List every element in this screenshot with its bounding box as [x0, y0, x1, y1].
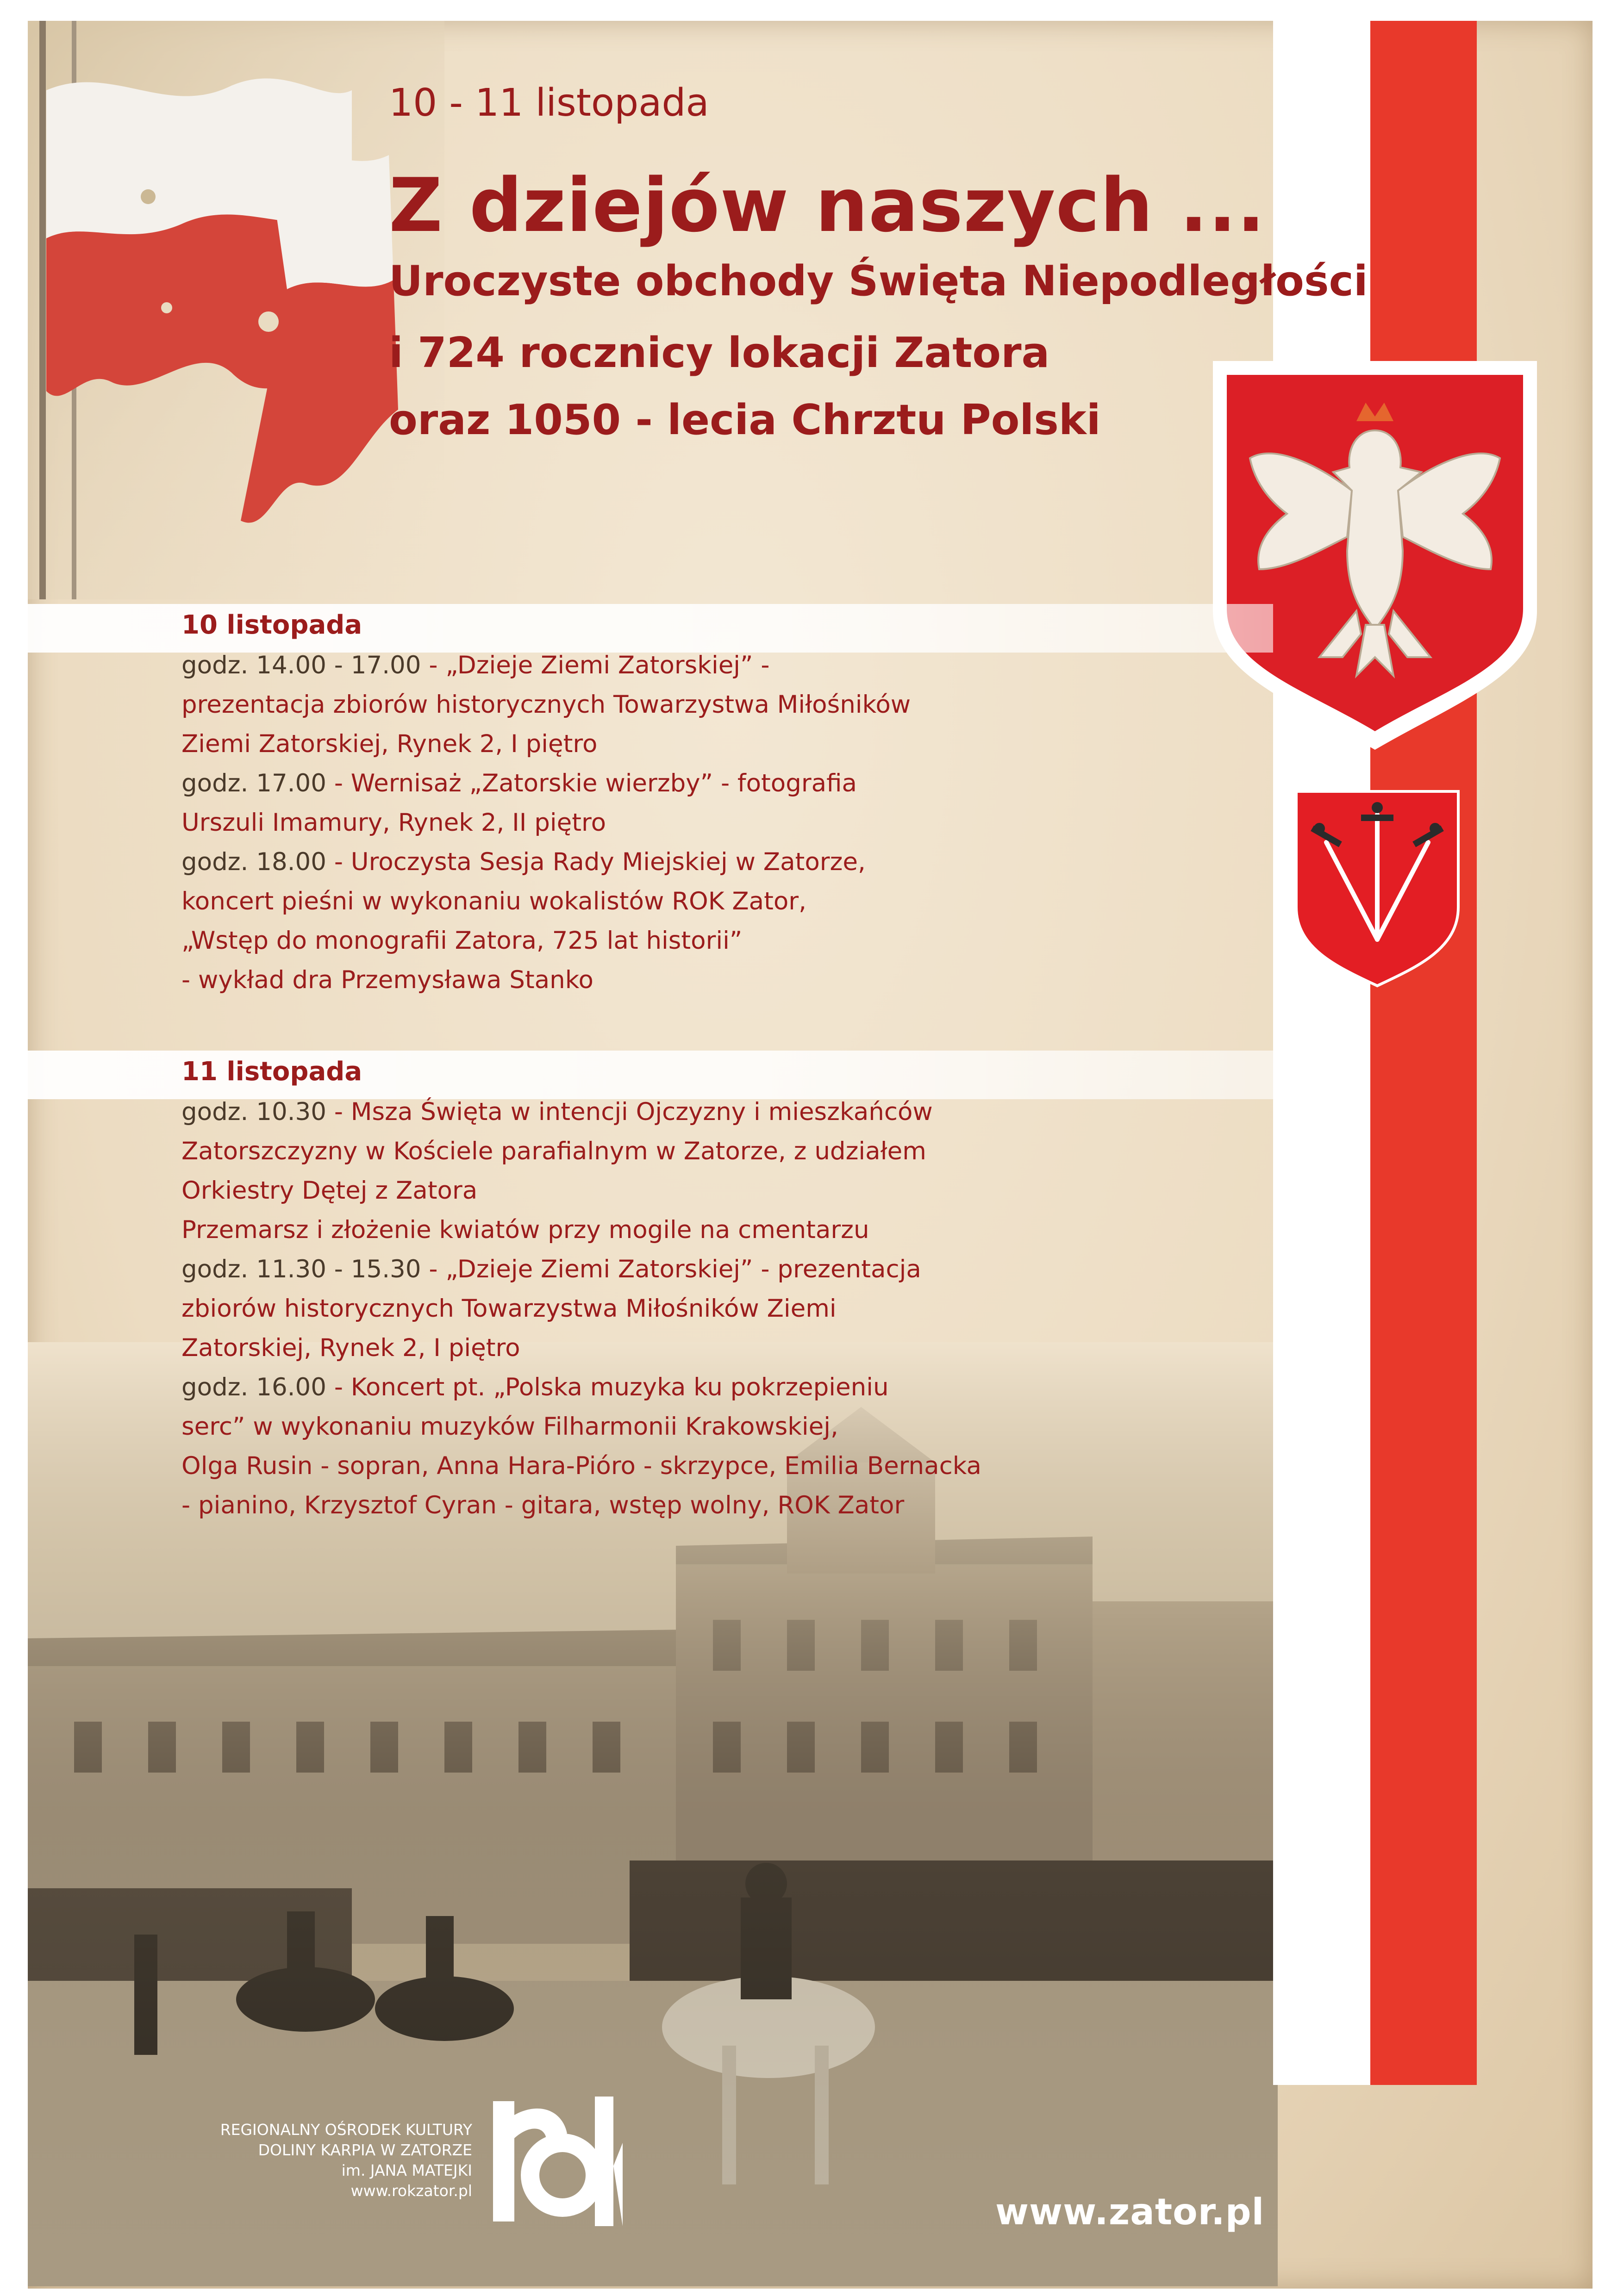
event-description: - wykład dra Przemysława Stanko — [181, 966, 593, 994]
program-list — [181, 646, 911, 1000]
event-description: Zatorskiej, Rynek 2, I piętro — [181, 1334, 520, 1362]
day-heading: 10 listopada — [181, 610, 362, 640]
event-time: godz. 17.00 — [181, 769, 326, 797]
event-description: „Wstęp do monografii Zatora, 725 lat historii” — [181, 927, 743, 955]
organizer-line: im. JANA MATEJKI — [341, 2161, 472, 2179]
program-line — [181, 1446, 981, 1486]
event-description: Olga Rusin - sopran, Anna Hara-Pióro - skrzypce, Emilia Bernacka — [181, 1452, 981, 1480]
event-description: - Msza Święta w intencji Ojczyzny i mieszkańców — [326, 1098, 933, 1126]
website-link[interactable]: www.zator.pl — [995, 2191, 1265, 2233]
event-description: - Koncert pt. „Polska muzyka ku pokrzepieniu — [326, 1373, 889, 1401]
event-time: godz. 10.30 — [181, 1098, 326, 1126]
program-line — [181, 803, 911, 842]
program-line — [181, 1289, 981, 1328]
flag-photo — [28, 21, 444, 599]
event-description: koncert pieśni w wykonaniu wokalistów ROK Zator, — [181, 887, 806, 915]
event-description: Zatorszczyzny w Kościele parafialnym w Zatorze, z udziałem — [181, 1137, 926, 1165]
program-line — [181, 842, 911, 882]
program-line — [181, 1328, 981, 1368]
event-dates: 10 - 11 listopada — [389, 81, 709, 125]
event-description: Ziemi Zatorskiej, Rynek 2, I piętro — [181, 730, 598, 758]
program-line — [181, 724, 911, 764]
zator-coat-of-arms — [1292, 787, 1463, 990]
event-description: - „Dzieje Ziemi Zatorskiej” - prezentacja — [421, 1255, 921, 1283]
event-description: serc” w wykonaniu muzyków Filharmonii Krakowskiej, — [181, 1412, 838, 1441]
event-time: godz. 16.00 — [181, 1373, 326, 1401]
poster-title: Z dziejów naszych ... — [389, 162, 1266, 249]
program-line — [181, 882, 911, 921]
program-line — [181, 960, 911, 1000]
organizer-line: REGIONALNY OŚRODEK KULTURY — [220, 2121, 472, 2139]
program-line — [181, 1092, 981, 1132]
program-line — [181, 1171, 981, 1210]
program-line — [181, 1407, 981, 1446]
organizer-line: DOLINY KARPIA W ZATORZE — [258, 2141, 472, 2159]
event-description: - „Dzieje Ziemi Zatorskiej” - — [421, 651, 770, 679]
program-line — [181, 1132, 981, 1171]
event-description: Przemarsz i złożenie kwiatów przy mogile na cmentarzu — [181, 1216, 869, 1244]
program-line — [181, 1486, 981, 1525]
program-list — [181, 1092, 981, 1525]
program-line — [181, 764, 911, 803]
program-line — [181, 646, 911, 685]
event-time: godz. 18.00 — [181, 848, 326, 876]
program-line — [181, 685, 911, 724]
subtitle-line-1: Uroczyste obchody Święta Niepodległości — [389, 257, 1368, 305]
event-time: godz. 11.30 - 15.30 — [181, 1255, 421, 1283]
organizer-text — [93, 2120, 472, 2201]
program-line — [181, 921, 911, 960]
event-description: - Uroczysta Sesja Rady Miejskiej w Zatorze, — [326, 848, 866, 876]
program-line — [181, 1250, 981, 1289]
event-description: - pianino, Krzysztof Cyran - gitara, wstęp wolny, ROK Zator — [181, 1491, 905, 1519]
program-line — [181, 1210, 981, 1250]
event-description: - Wernisaż „Zatorskie wierzby” - fotografia — [326, 769, 857, 797]
program-line — [181, 1368, 981, 1407]
event-description: Urszuli Imamury, Rynek 2, II piętro — [181, 809, 606, 837]
subtitle-line-3: oraz 1050 - lecia Chrztu Polski — [389, 396, 1101, 444]
day-heading: 11 listopada — [181, 1057, 362, 1087]
event-description: prezentacja zbiorów historycznych Towarzystwa Miłośników — [181, 691, 911, 719]
subtitle-line-2: i 724 rocznicy lokacji Zatora — [389, 329, 1050, 377]
event-description: zbiorów historycznych Towarzystwa Miłośników Ziemi — [181, 1294, 837, 1323]
flag-stripe-white — [1273, 21, 1370, 2085]
polish-eagle-emblem — [1204, 352, 1546, 754]
event-description: Orkiestry Dętej z Zatora — [181, 1176, 478, 1205]
flag-stripe-red — [1370, 21, 1477, 2085]
event-time: godz. 14.00 - 17.00 — [181, 651, 421, 679]
rok-logo — [484, 2087, 623, 2235]
organizer-website[interactable]: www.rokzator.pl — [350, 2182, 472, 2200]
